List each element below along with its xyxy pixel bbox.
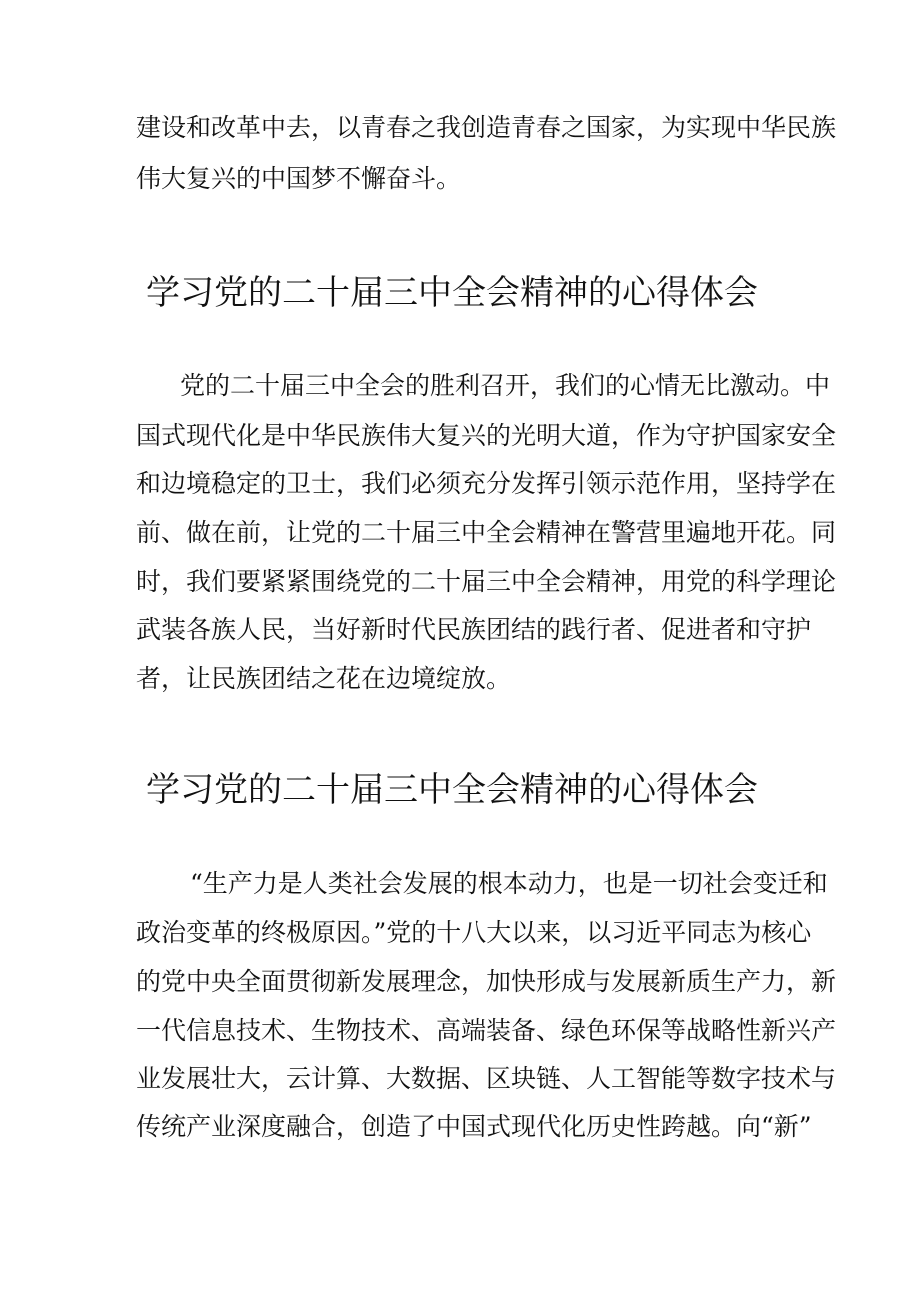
section-2-line-1: “生产力是人类社会发展的根本动力，也是一切社会变迁和 <box>190 869 828 898</box>
section-2-line-4: 一代信息技术、生物技术、高端装备、绿色环保等战略性新兴产 <box>136 1016 837 1045</box>
section-2-line-5: 业发展壮大，云计算、大数据、区块链、人工智能等数字技术与 <box>136 1064 837 1093</box>
intro-line-1: 建设和改革中去，以青春之我创造青春之国家，为实现中华民族 <box>136 113 837 142</box>
section-2-line-2: 政治变革的终极原因。”党的十八大以来，以习近平同志为核心 <box>136 918 812 947</box>
section-1-line-3: 和边境稳定的卫士，我们必须充分发挥引领示范作用，坚持学在 <box>136 469 837 498</box>
section-1-line-5: 时，我们要紧紧围绕党的二十届三中全会精神，用党的科学理论 <box>136 567 837 596</box>
section-1-line-7: 者，让民族团结之花在边境绽放。 <box>136 664 512 693</box>
section-1-line-1: 党的二十届三中全会的胜利召开，我们的心情无比激动。中 <box>180 371 831 400</box>
section-1-line-4: 前、做在前，让党的二十届三中全会精神在警营里遍地开花。同 <box>136 518 837 547</box>
section-2-heading: 学习党的二十届三中全会精神的心得体会 <box>146 770 758 810</box>
intro-line-2: 伟大复兴的中国梦不懈奋斗。 <box>136 164 462 193</box>
section-2-line-3: 的党中央全面贯彻新发展理念，加快形成与发展新质生产力，新 <box>136 967 837 996</box>
section-1-line-2: 国式现代化是中华民族伟大复兴的光明大道，作为守护国家安全 <box>136 421 837 450</box>
section-2-line-6: 传统产业深度融合，创造了中国式现代化历史性跨越。向“新” <box>136 1112 812 1141</box>
section-1-line-6: 武装各族人民，当好新时代民族团结的践行者、促进者和守护 <box>136 615 812 644</box>
section-1-heading: 学习党的二十届三中全会精神的心得体会 <box>146 273 758 313</box>
